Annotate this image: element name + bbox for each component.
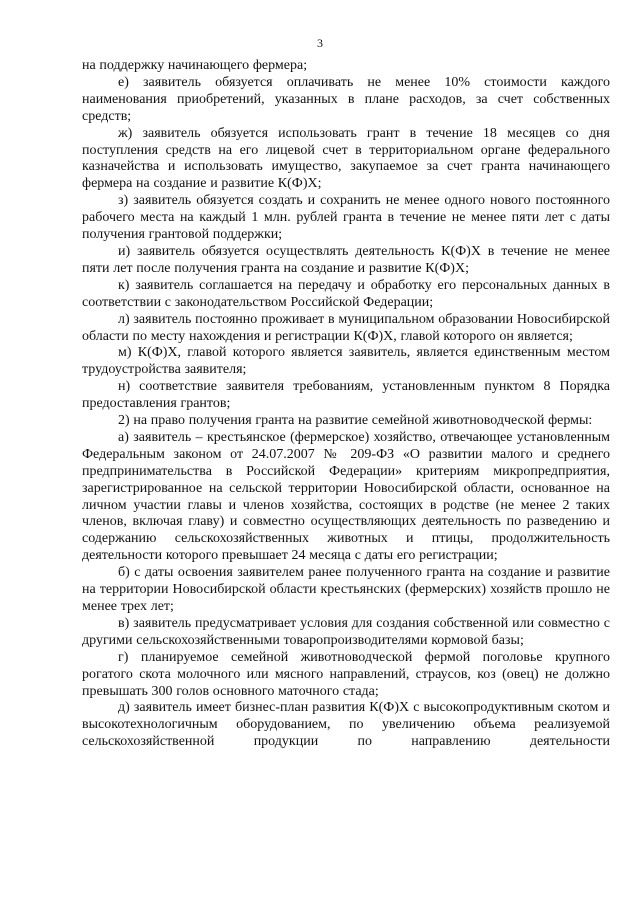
paragraph-item-d: д) заявитель имеет бизнес-план развития К(Ф)Х с высокопродуктивным скотом и высокотехнологичным оборудованием, по увеличению объема реализуемой сельскохозяйственной продукции по направлению деятельности [82,700,610,750]
paragraph-item-g: г) планируемое семейной животноводческой фермой поголовье крупного рогатого скота молочного или мясного направлений, страусов, коз (овец) не должно превышать 300 голов основного маточного стада; [82,649,610,699]
paragraph-item-n: н) соответствие заявителя требованиям, установленным пунктом 8 Порядка предоставления грантов; [82,379,610,412]
paragraph-item-v: в) заявитель предусматривает условия для создания собственной или совместно с другими сельскохозяйственными товаропроизводителями кормовой базы; [82,615,610,648]
paragraph-continuation: на поддержку начинающего фермера; [82,58,308,73]
paragraph-section-2: 2) на право получения гранта на развитие семейной животноводческой фермы: [118,413,593,429]
paragraph-item-l: л) заявитель постоянно проживает в муниципальном образовании Новосибирской области по месту нахождения и регистрации К(Ф)Х, главой которого он является; [82,311,610,344]
paragraph-item-i: и) заявитель обязуется осуществлять деятельность К(Ф)Х в течение не менее пяти лет после получения гранта на создание и развитие К(Ф)Х; [82,243,610,276]
page-number: 3 [317,36,323,50]
paragraph-item-e: е) заявитель обязуется оплачивать не менее 10% стоимости каждого наименования приобретений, указанных в плане расходов, за счет собственных средств; [82,74,610,124]
document-body [82,58,610,751]
paragraph-item-b: б) с даты освоения заявителем ранее полученного гранта на создание и развитие на территории Новосибирской области крестьянских (фермерских) хозяйств прошло не менее трех лет; [82,565,610,614]
paragraph-item-m: м) К(Ф)Х, главой которого является заявитель, является единственным местом трудоустройства заявителя; [82,345,610,378]
paragraph-item-zh: ж) заявитель обязуется использовать грант в течение 18 месяцев со дня поступления средств на его лицевой счет в территориальном органе федерального казначейства и использовать имущество, закупаемое за счет гранта начинающего фермера на создание и развитие К(Ф)Х; [82,125,610,192]
paragraph-item-k: к) заявитель соглашается на передачу и обработку его персональных данных в соответствии с законодательством Российской Федерации; [82,277,610,310]
paragraph-item-a: а) заявитель – крестьянское (фермерское) хозяйство, отвечающее установленным Федеральным законом от 24.07.2007 № 209-ФЗ «О развитии малого и среднего предпринимательства в Российской Федерации» критериям микропредприятия, зарегистрированное на сельской территории Новосибирской области, основанное на личном участии главы и членов хозяйства, состоящих в родстве (не менее 2 таких членов, включая главу) и совместно осуществляющих деятельность по разведению и содержанию сельскохозяйственных животных и птицы, продолжительность деятельности которого превышает 24 месяца с даты его регистрации; [82,429,610,564]
paragraph-item-z: з) заявитель обязуется создать и сохранить не менее одного нового постоянного рабочего места на каждый 1 млн. рублей гранта в течение не менее пяти лет с даты получения грантовой поддержки; [82,193,610,243]
